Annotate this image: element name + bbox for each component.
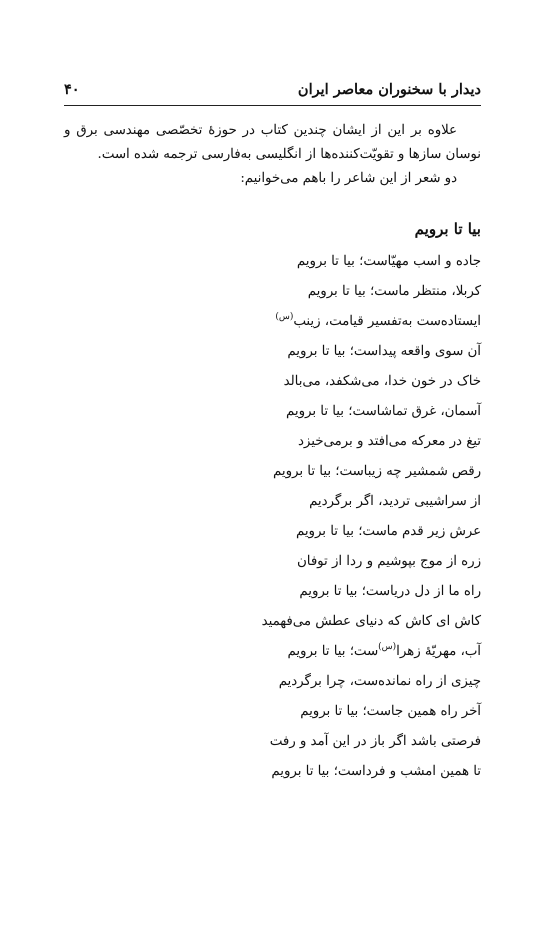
poem-line: کربلا، منتظر ماست؛ بیا تا برویم	[307, 284, 481, 299]
poem-line	[64, 637, 481, 667]
intro-paragraph: دو شعر از این شاعر را باهم می‌خوانیم:	[240, 171, 457, 186]
poem-line: کاش ای کاش که دنیای عطش می‌فهمید	[261, 614, 481, 629]
honorific-mark: (س)	[378, 642, 397, 652]
poem-line: آن سوی واقعه پیداست؛ بیا تا برویم	[287, 344, 481, 359]
poem-line: خاک در خون خدا، می‌شکفد، می‌بالد	[283, 374, 481, 389]
poem-line: آخر راه همین جاست؛ بیا تا برویم	[300, 704, 481, 719]
page-header	[64, 79, 481, 106]
poem-line: راه ما از دل دریاست؛ بیا تا برویم	[299, 584, 481, 599]
page-number: ۴۰	[64, 81, 80, 98]
poem-line: فرصتی باشد اگر باز در این آمد و رفت	[269, 734, 481, 749]
poem-line: جاده و اسب مهیّاست؛ بیا تا برویم	[296, 254, 481, 269]
poem-line: چیزی از راه نمانده‌ست، چرا برگردیم	[278, 674, 481, 689]
poem-line: رقص شمشیر چه زیباست؛ بیا تا برویم	[273, 464, 481, 479]
poem	[64, 216, 481, 787]
running-title: دیدار با سخنوران معاصر ایران	[297, 81, 481, 98]
intro-paragraph: علاوه بر این از ایشان چندین کتاب در حوزهٔ تخصّصی مهندسی برق و نوسان سازها و تقویّت‌کننده‌ها از انگلیسی به‌فارسی ترجمه شده است.	[64, 123, 481, 162]
poem-line-text: ایستاده‌ست به‌تفسیر قیامت، زینب	[293, 314, 481, 329]
poem-title: بیا تا برویم	[414, 220, 481, 238]
poem-line-text: آب، مهریّهٔ زهرا	[396, 644, 481, 659]
poem-line: از سراشیبی تردید، اگر برگردیم	[309, 494, 481, 509]
poem-line: تیغ در معرکه می‌افتد و برمی‌خیزد	[297, 434, 481, 449]
poem-line: عرش زیر قدم ماست؛ بیا تا برویم	[295, 524, 481, 539]
poem-line: آسمان، غرق تماشاست؛ بیا تا برویم	[286, 404, 481, 419]
poem-line: تا همین امشب و فرداست؛ بیا تا برویم	[271, 764, 481, 779]
intro-text	[64, 119, 481, 191]
poem-line	[64, 307, 481, 337]
honorific-mark: (س)	[275, 312, 294, 322]
poem-line: زره از موج بپوشیم و ردا از توفان	[297, 554, 481, 569]
poem-line-text: ست؛ بیا تا برویم	[287, 644, 379, 659]
